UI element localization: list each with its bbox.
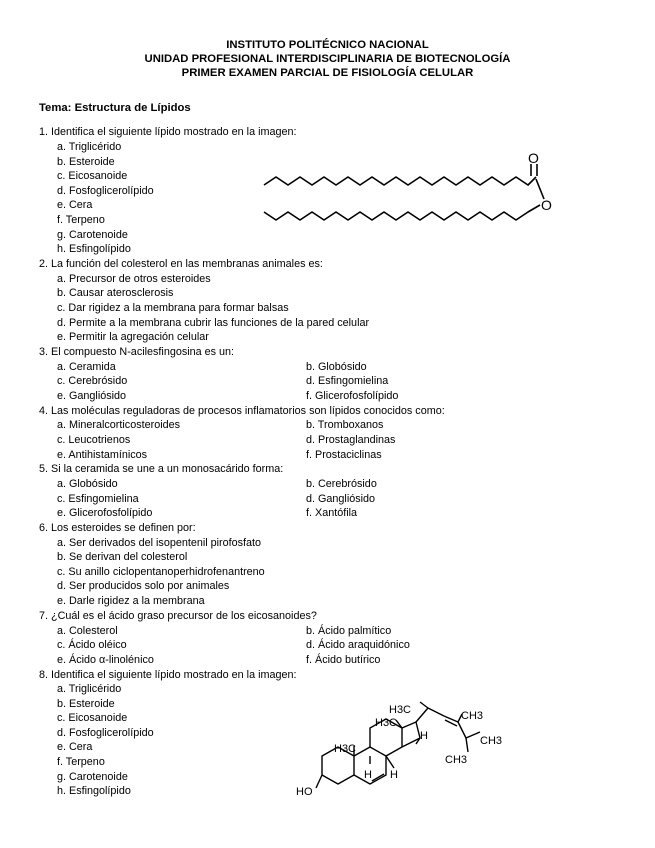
q5-option-f: f. Xantófila	[306, 507, 358, 519]
q3-option-d: d. Esfingomielina	[306, 375, 389, 387]
question-4: 4. Las moléculas reguladoras de procesos inflamatorios son lípidos conocidos como:	[39, 405, 445, 417]
q8-option-e: e. Cera	[57, 741, 93, 753]
topic-heading: Tema: Estructura de Lípidos	[39, 102, 191, 114]
atom-h3c-c19: H3C	[334, 743, 357, 755]
q7-option-d: d. Ácido araquidónico	[306, 639, 410, 651]
q4-option-b: b. Tromboxanos	[306, 419, 384, 431]
q3-option-f: f. Glicerofosfolípido	[306, 390, 399, 402]
q1-option-f: f. Terpeno	[57, 214, 105, 226]
atom-h3c-bottom: CH3	[445, 754, 468, 766]
atom-h3c-top: H3C	[389, 704, 412, 716]
ester-oxygen: O	[541, 197, 552, 213]
q1-option-b: b. Esteroide	[57, 156, 115, 168]
atom-ch3-right: CH3	[461, 710, 484, 722]
q3-option-b: b. Globósido	[306, 361, 367, 373]
q8-option-g: g. Carotenoide	[57, 771, 128, 783]
q4-option-a: a. Mineralcorticosteroides	[57, 419, 181, 431]
q2-option-b: b. Causar aterosclerosis	[57, 287, 174, 299]
q8-option-d: d. Fosfoglicerolípido	[57, 727, 154, 739]
question-6: 6. Los esteroides se definen por:	[39, 522, 196, 534]
unit-title: UNIDAD PROFESIONAL INTERDISCIPLINARIA DE BIOTECNOLOGÍA	[144, 53, 511, 65]
q7-option-a: a. Colesterol	[57, 625, 118, 637]
q4-option-f: f. Prostaciclinas	[306, 449, 382, 461]
atom-h-ring-c: H	[390, 769, 398, 781]
q5-option-a: a. Globósido	[57, 478, 118, 490]
question-3: 3. El compuesto N-acilesfingosina es un:	[39, 346, 235, 358]
q6-option-e: e. Darle rigidez a la membrana	[57, 595, 205, 607]
q2-option-e: e. Permitir la agregación celular	[57, 331, 209, 343]
q4-option-d: d. Prostaglandinas	[306, 434, 396, 446]
q3-option-e: e. Gangliósido	[57, 390, 127, 402]
question-1: 1. Identifica el siguiente lípido mostrado en la imagen:	[39, 126, 297, 138]
q1-option-c: c. Eicosanoide	[57, 170, 128, 182]
q1-option-g: g. Carotenoide	[57, 229, 128, 241]
q5-option-c: c. Esfingomielina	[57, 493, 139, 505]
q4-option-c: c. Leucotrienos	[57, 434, 131, 446]
q6-option-a: a. Ser derivados del isopentenil pirofosfato	[57, 537, 262, 549]
atom-h-ring-b: H	[364, 769, 372, 781]
q7-option-c: c. Ácido oléico	[57, 639, 127, 651]
q1-option-d: d. Fosfoglicerolípido	[57, 185, 154, 197]
atom-ch3-end: CH3	[480, 735, 503, 747]
question-7: 7. ¿Cuál es el ácido graso precursor de los eicosanoides?	[39, 610, 317, 622]
q8-option-a: a. Triglicérido	[57, 683, 122, 695]
atom-hydroxyl: HO	[296, 786, 313, 798]
q4-option-e: e. Antihistamínicos	[57, 449, 148, 461]
q1-option-e: e. Cera	[57, 199, 93, 211]
acyl-chain	[264, 177, 536, 185]
q3-option-a: a. Ceramida	[57, 361, 116, 373]
exam-title: PRIMER EXAMEN PARCIAL DE FISIOLOGÍA CELULAR	[181, 67, 474, 79]
q8-option-b: b. Esteroide	[57, 698, 115, 710]
q6-option-c: c. Su anillo ciclopentanoperhidrofenantreno	[57, 566, 265, 578]
q2-option-d: d. Permite a la membrana cubrir las funciones de la pared celular	[57, 317, 370, 329]
carbonyl-oxygen: O	[528, 150, 539, 166]
atom-h-d-ring: H	[420, 730, 428, 742]
q7-option-e: e. Ácido α-linolénico	[57, 654, 154, 666]
q5-option-b: b. Cerebrósido	[306, 478, 377, 490]
q8-option-c: c. Eicosanoide	[57, 712, 128, 724]
alcohol-chain	[264, 205, 540, 220]
question-8: 8. Identifica el siguiente lípido mostrado en la imagen:	[39, 669, 297, 681]
question-2: 2. La función del colesterol en las membranas animales es:	[39, 258, 323, 270]
institution-title: INSTITUTO POLITÉCNICO NACIONAL	[226, 39, 429, 51]
q1-option-a: a. Triglicérido	[57, 141, 122, 153]
q2-option-c: c. Dar rigidez a la membrana para formar balsas	[57, 302, 289, 314]
q2-option-a: a. Precursor de otros esteroides	[57, 273, 211, 285]
question-5: 5. Si la ceramida se une a un monosacárido forma:	[39, 463, 284, 475]
q1-option-h: h. Esfingolípido	[57, 243, 131, 255]
q6-option-b: b. Se derivan del colesterol	[57, 551, 188, 563]
q5-option-d: d. Gangliósido	[306, 493, 376, 505]
q8-option-h: h. Esfingolípido	[57, 785, 131, 797]
q7-option-f: f. Ácido butírico	[306, 654, 381, 666]
atom-h3c-c18: H3C	[375, 717, 398, 729]
q3-option-c: c. Cerebrósido	[57, 375, 128, 387]
q5-option-e: e. Glicerofosfolípido	[57, 507, 153, 519]
q6-option-d: d. Ser producidos solo por animales	[57, 580, 230, 592]
q7-option-b: b. Ácido palmítico	[306, 625, 392, 637]
q8-option-f: f. Terpeno	[57, 756, 105, 768]
